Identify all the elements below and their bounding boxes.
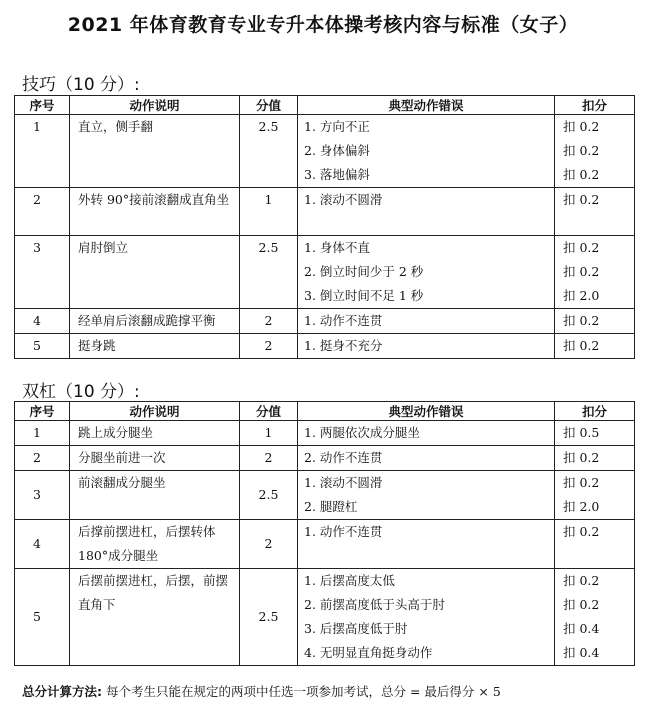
row-action: 跳上成分腿坐 xyxy=(70,421,240,446)
header-no: 序号 xyxy=(15,96,70,115)
row-score: 2 xyxy=(240,309,298,334)
row-no: 5 xyxy=(15,334,70,359)
skills-table xyxy=(14,95,635,359)
row-action-text: 后撑前摆进杠，后摆转体 180°成分腿坐 xyxy=(78,524,216,563)
error-item: 3. 落地偏斜 xyxy=(304,167,370,182)
deduction-item: 扣 0.2 xyxy=(563,167,600,182)
parallel-bars-table xyxy=(14,401,635,666)
deduction-item: 扣 0.4 xyxy=(563,621,600,636)
row-deductions xyxy=(555,446,635,471)
deduction-item: 扣 0.2 xyxy=(563,450,600,465)
deduction-item: 扣 0.2 xyxy=(563,264,600,279)
row-score: 2 xyxy=(240,446,298,471)
table-row xyxy=(15,188,635,236)
header-score: 分值 xyxy=(240,402,298,421)
row-no: 1 xyxy=(15,115,70,188)
row-errors xyxy=(298,446,555,471)
error-item: 2. 腿蹬杠 xyxy=(304,499,358,514)
deduction-item: 扣 0.2 xyxy=(563,313,600,328)
row-action-text: 后摆前摆进杠，后摆，前摆直角下 xyxy=(78,573,229,612)
row-errors xyxy=(298,471,555,520)
error-item: 1. 动作不连贯 xyxy=(304,524,383,539)
row-no: 3 xyxy=(15,471,70,520)
row-no: 2 xyxy=(15,188,70,236)
row-action: 分腿坐前进一次 xyxy=(70,446,240,471)
row-action xyxy=(70,569,240,666)
row-no: 4 xyxy=(15,309,70,334)
deduction-item: 扣 0.2 xyxy=(563,524,600,539)
row-action xyxy=(70,188,240,236)
row-no: 2 xyxy=(15,446,70,471)
row-score: 2.5 xyxy=(240,236,298,309)
page-title: 2021 年体育教育专业专升本体操考核内容与标准（女子） xyxy=(67,14,579,36)
deduction-item: 扣 0.2 xyxy=(563,475,600,490)
table-row xyxy=(15,520,635,569)
error-item: 1. 动作不连贯 xyxy=(304,313,383,328)
row-no: 3 xyxy=(15,236,70,309)
table-row xyxy=(15,446,635,471)
row-deductions xyxy=(555,471,635,520)
error-item: 1. 方向不正 xyxy=(304,119,370,134)
scoring-note-label: 总分计算方法: xyxy=(22,684,102,699)
row-errors xyxy=(298,236,555,309)
header-deduction: 扣分 xyxy=(555,402,635,421)
row-errors xyxy=(298,569,555,666)
header-action: 动作说明 xyxy=(70,402,240,421)
deduction-item: 扣 0.4 xyxy=(563,645,600,660)
table-header-row xyxy=(15,402,635,421)
row-action-text: 外转 90°接前滚翻成直角坐 xyxy=(78,192,230,207)
error-item: 2. 身体偏斜 xyxy=(304,143,370,158)
error-item: 2. 前摆高度低于头高于肘 xyxy=(304,597,445,612)
deduction-item: 扣 0.5 xyxy=(563,425,600,440)
row-deductions xyxy=(555,115,635,188)
deduction-item: 扣 0.2 xyxy=(563,119,600,134)
error-item: 1. 滚动不圆滑 xyxy=(304,192,383,207)
error-item: 1. 挺身不充分 xyxy=(304,338,383,353)
row-score: 2 xyxy=(240,520,298,569)
table-row xyxy=(15,334,635,359)
error-item: 2. 动作不连贯 xyxy=(304,450,383,465)
row-action: 肩肘倒立 xyxy=(70,236,240,309)
section-heading-parallel-bars: 双杠（10 分）: xyxy=(22,382,140,402)
row-score: 2 xyxy=(240,334,298,359)
row-action: 前滚翻成分腿坐 xyxy=(70,471,240,520)
deduction-item: 扣 0.2 xyxy=(563,573,600,588)
error-item: 4. 无明显直角挺身动作 xyxy=(304,645,433,660)
row-errors xyxy=(298,188,555,236)
deduction-item: 扣 0.2 xyxy=(563,143,600,158)
table-row xyxy=(15,471,635,520)
deduction-item: 扣 0.2 xyxy=(563,192,600,207)
row-action: 经单肩后滚翻成跪撑平衡 xyxy=(70,309,240,334)
row-score: 1 xyxy=(240,188,298,236)
row-action: 直立，侧手翻 xyxy=(70,115,240,188)
row-deductions xyxy=(555,520,635,569)
error-item: 1. 身体不直 xyxy=(304,240,370,255)
row-deductions xyxy=(555,309,635,334)
section-heading-skills: 技巧（10 分）: xyxy=(22,75,140,95)
row-score: 2.5 xyxy=(240,471,298,520)
row-errors xyxy=(298,334,555,359)
deduction-item: 扣 0.2 xyxy=(563,597,600,612)
row-deductions xyxy=(555,569,635,666)
row-errors xyxy=(298,115,555,188)
header-no: 序号 xyxy=(15,402,70,421)
row-no: 4 xyxy=(15,520,70,569)
deduction-item: 扣 2.0 xyxy=(563,499,600,514)
deduction-item: 扣 2.0 xyxy=(563,288,600,303)
deduction-item: 扣 0.2 xyxy=(563,338,600,353)
error-item: 2. 倒立时间少于 2 秒 xyxy=(304,264,424,279)
scoring-note-text: 每个考生只能在规定的两项中任选一项参加考试，总分 = 最后得分 × 5 xyxy=(105,684,501,699)
row-errors xyxy=(298,520,555,569)
table-row xyxy=(15,309,635,334)
row-deductions xyxy=(555,236,635,309)
header-errors: 典型动作错误 xyxy=(298,96,555,115)
row-no: 5 xyxy=(15,569,70,666)
row-errors xyxy=(298,421,555,446)
table-row xyxy=(15,569,635,666)
table-row xyxy=(15,236,635,309)
row-score: 2.5 xyxy=(240,115,298,188)
table-header-row xyxy=(15,96,635,115)
deduction-item: 扣 0.2 xyxy=(563,240,600,255)
row-score: 1 xyxy=(240,421,298,446)
header-score: 分值 xyxy=(240,96,298,115)
row-action xyxy=(70,520,240,569)
error-item: 1. 滚动不圆滑 xyxy=(304,475,383,490)
error-item: 3. 倒立时间不足 1 秒 xyxy=(304,288,424,303)
table-row xyxy=(15,421,635,446)
error-item: 1. 后摆高度太低 xyxy=(304,573,395,588)
header-deduction: 扣分 xyxy=(555,96,635,115)
header-errors: 典型动作错误 xyxy=(298,402,555,421)
row-no: 1 xyxy=(15,421,70,446)
row-deductions xyxy=(555,188,635,236)
row-deductions xyxy=(555,334,635,359)
error-item: 3. 后摆高度低于肘 xyxy=(304,621,408,636)
error-item: 1. 两腿依次成分腿坐 xyxy=(304,425,420,440)
table-row xyxy=(15,115,635,188)
row-action: 挺身跳 xyxy=(70,334,240,359)
row-deductions xyxy=(555,421,635,446)
row-errors xyxy=(298,309,555,334)
row-score: 2.5 xyxy=(240,569,298,666)
scoring-note xyxy=(22,682,501,700)
header-action: 动作说明 xyxy=(70,96,240,115)
